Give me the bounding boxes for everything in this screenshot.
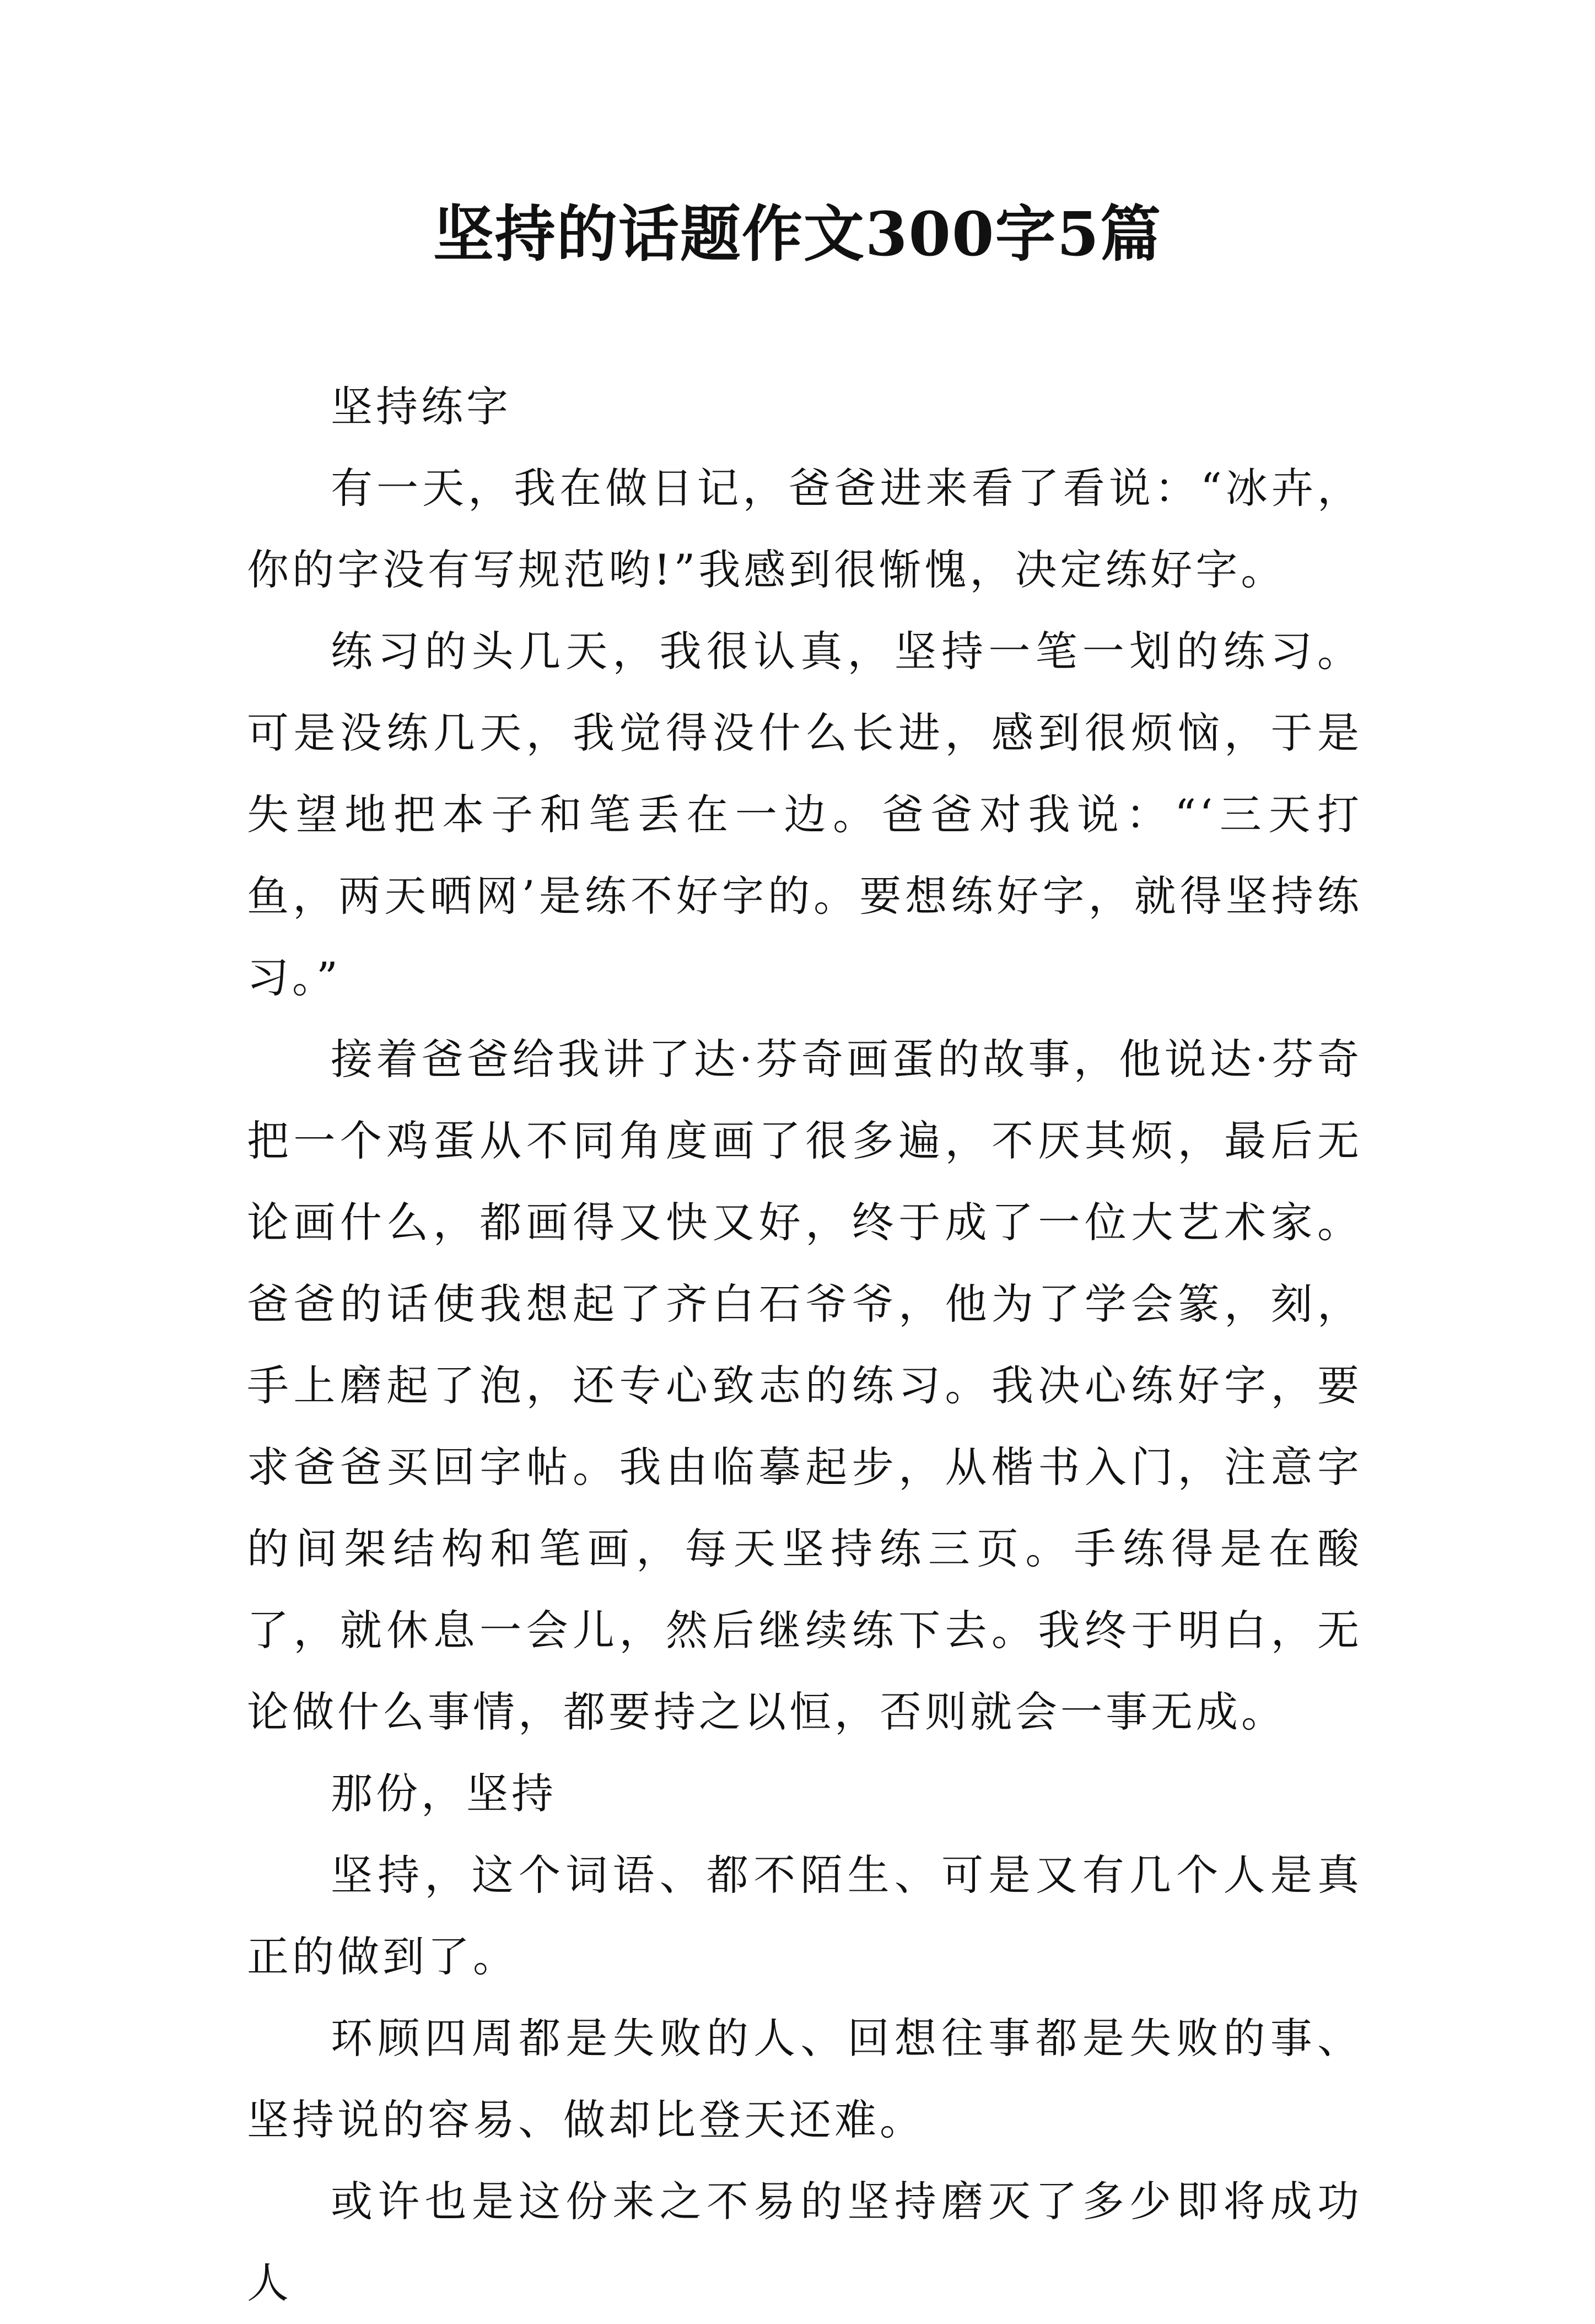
section-heading-practice-writing: 坚持练字 — [331, 382, 511, 431]
body-paragraph: 或许也是这份来之不易的坚持磨灭了多少即将成功人 — [247, 2177, 1362, 2307]
body-paragraph: 接着爸爸给我讲了达·芬奇画蛋的故事，他说达·芬奇把一个鸡蛋从不同角度画了很多遍，不厌其烦，最后无论画什么，都画得又快又好，终于成了一位大艺术家。爸爸的话使我想起了齐白石爷爷，他为了学会篆，刻，手上磨起了泡，还专心致志的练习。我决心练好字，要求爸爸买回字帖。我由临摹起步，从楷书入门，注意字的间架结构和笔画，每天坚持练三页。手练得是在酸了，就休息一会儿，然后继续练下去。我终于明白，无论做什么事情，都要持之以恒，否则就会一事无成。 — [247, 1035, 1362, 1736]
section-heading-that-persistence: 那份，坚持 — [331, 1769, 557, 1818]
document-title: 坚持的话题作文300字5篇 — [433, 198, 1162, 270]
body-paragraph: 有一天，我在做日记，爸爸进来看了看说：“冰卉，你的字没有写规范哟!”我感到很惭愧，决定练好字。 — [247, 464, 1362, 594]
document-body — [247, 366, 1362, 2324]
body-paragraph: 坚持，这个词语、都不陌生、可是又有几个人是真正的做到了。 — [247, 1850, 1362, 1981]
body-paragraph: 环顾四周都是失败的人、回想往事都是失败的事、坚持说的容易、做却比登天还难。 — [247, 2014, 1362, 2144]
body-paragraph: 练习的头几天，我很认真，坚持一笔一划的练习。可是没练几天，我觉得没什么长进，感到很烦恼，于是失望地把本子和笔丢在一边。爸爸对我说：“‘三天打鱼，两天晒网’是练不好字的。要想练好字，就得坚持练习。” — [247, 627, 1362, 1002]
